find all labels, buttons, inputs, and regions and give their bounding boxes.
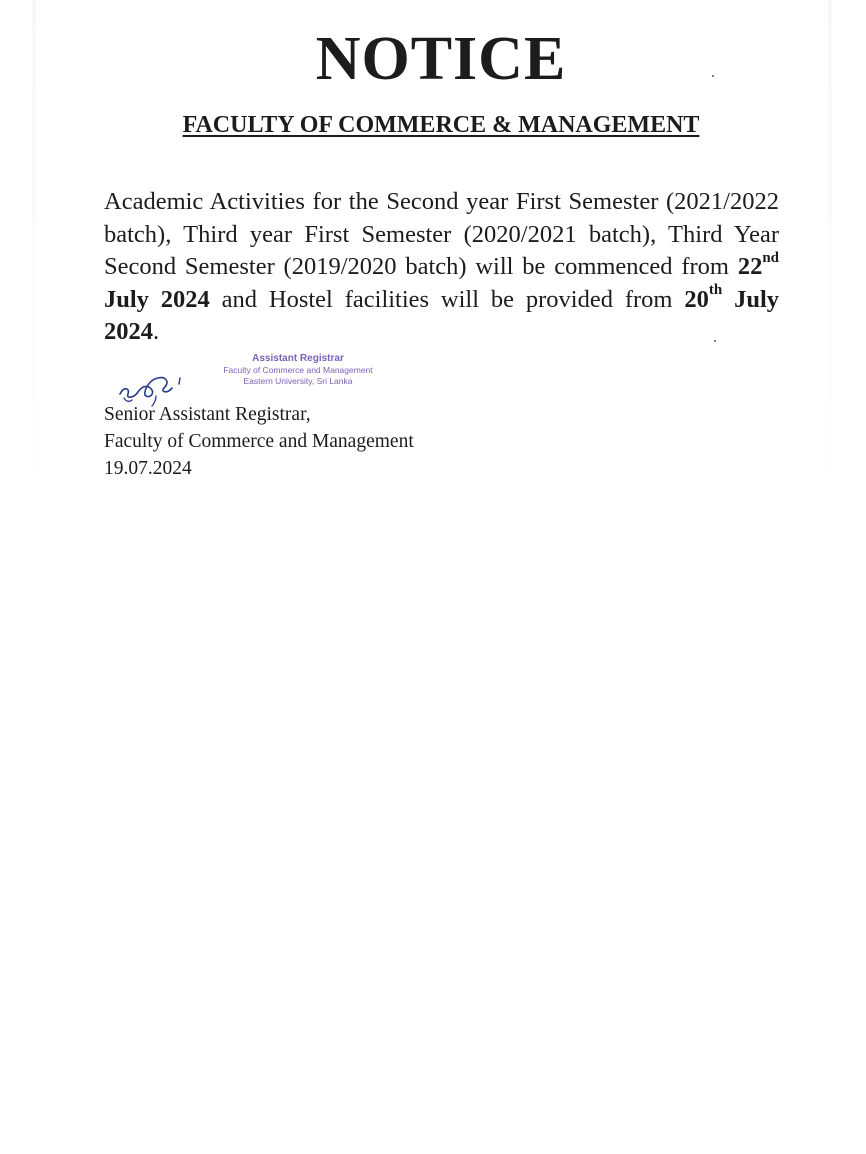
signoff-faculty: Faculty of Commerce and Management <box>104 431 414 452</box>
notice-body <box>104 186 779 349</box>
notice-title: NOTICE <box>315 25 567 93</box>
official-stamp <box>208 353 388 388</box>
body-text-middle: and Hostel facilities will be provided from <box>209 285 685 313</box>
body-text-prefix: Academic Activities for the Second year First Semester (2021/2022 batch), Third year First Semester (2020/2021 batch), Third Year Second Semester (2019/2020 batch) will be commenced from <box>104 188 779 280</box>
hostel-date: 20th July 2024 <box>104 282 779 345</box>
faculty-subtitle: FACULTY OF COMMERCE & MANAGEMENT <box>182 112 700 138</box>
scan-speck <box>712 75 714 77</box>
stamp-university: Eastern University, Sri Lanka <box>243 376 353 386</box>
scan-speck <box>714 340 716 342</box>
signoff-date: 19.07.2024 <box>104 458 192 479</box>
signoff-designation: Senior Assistant Registrar, <box>104 404 311 425</box>
signoff-block <box>104 401 414 482</box>
stamp-faculty: Faculty of Commerce and Management <box>223 364 373 375</box>
stamp-title: Assistant Registrar <box>252 353 344 364</box>
start-date: 22nd July 2024 <box>104 249 779 313</box>
body-text-end: . <box>153 318 160 345</box>
